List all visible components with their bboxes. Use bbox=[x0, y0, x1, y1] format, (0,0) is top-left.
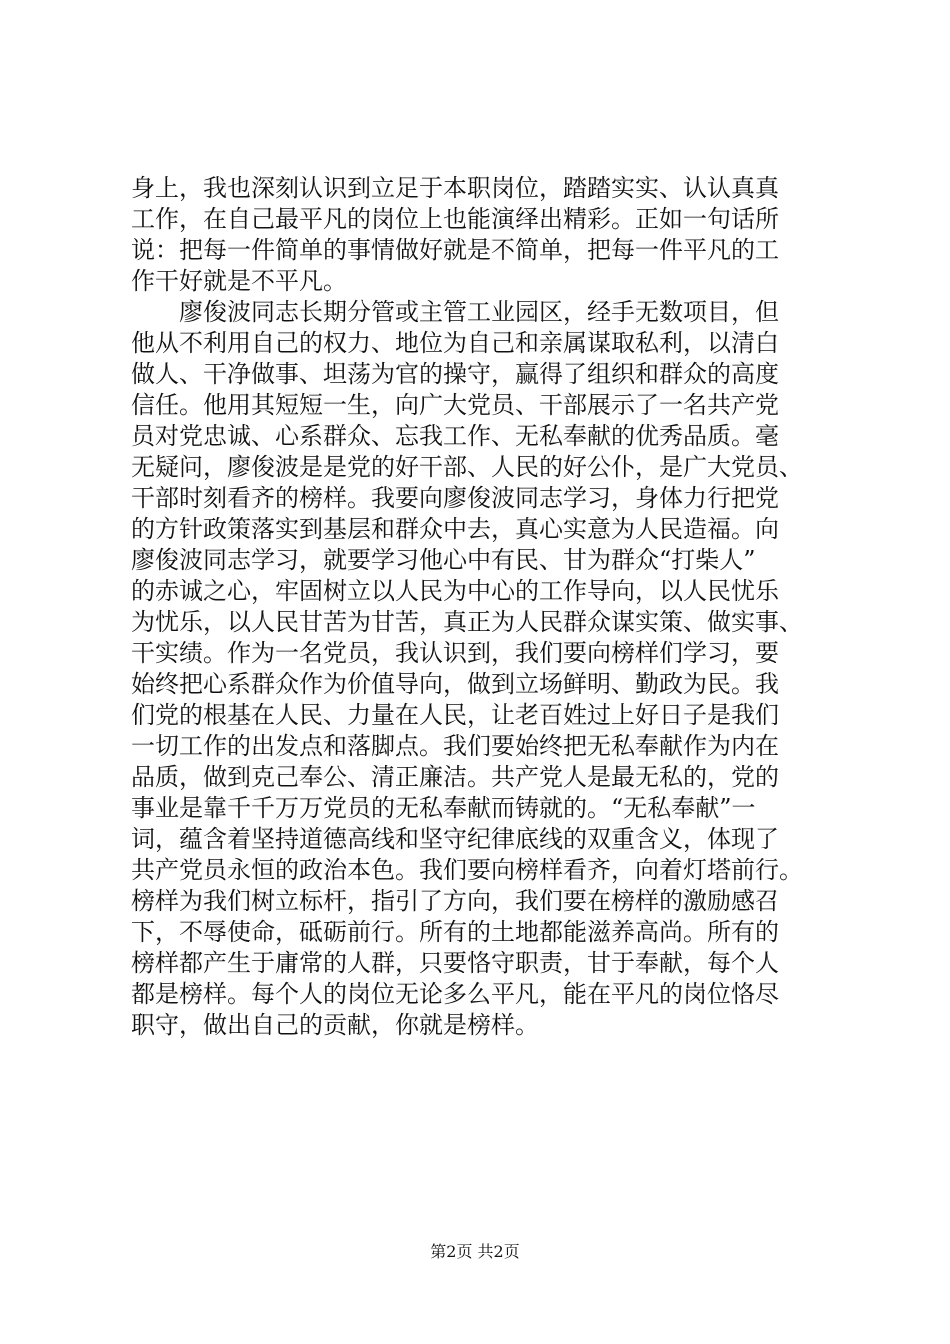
text-line: 一切工作的出发点和落脚点。我们要始终把无私奉献作为内在 bbox=[131, 732, 779, 760]
text-line: 他从不利用自己的权力、地位为自己和亲属谋取私利，以清白 bbox=[131, 329, 779, 357]
text-line: 无疑问，廖俊波是是党的好干部、人民的好公仆，是广大党员、 bbox=[131, 453, 803, 481]
text-line: 工作，在自己最平凡的岗位上也能演绎出精彩。正如一句话所 bbox=[131, 205, 779, 233]
text-line: 员对党忠诚、心系群众、忘我工作、无私奉献的优秀品质。毫 bbox=[131, 422, 779, 450]
text-line: 下，不辱使命，砥砺前行。所有的土地都能滋养高尚。所有的 bbox=[131, 918, 779, 946]
text-line: 职守，做出自己的贡献，你就是榜样。 bbox=[131, 1011, 539, 1039]
text-line: 作干好就是不平凡。 bbox=[131, 267, 347, 295]
body-text bbox=[131, 173, 831, 1041]
text-line: 始终把心系群众作为价值导向，做到立场鲜明、勤政为民。我 bbox=[131, 670, 779, 698]
text-line: 都是榜样。每个人的岗位无论多么平凡，能在平凡的岗位恪尽 bbox=[131, 980, 779, 1008]
text-line: 做人、干净做事、坦荡为官的操守，赢得了组织和群众的高度 bbox=[131, 360, 779, 388]
text-line: 共产党员永恒的政治本色。我们要向榜样看齐，向着灯塔前行。 bbox=[131, 856, 803, 884]
text-line: 的赤诚之心，牢固树立以人民为中心的工作导向，以人民忧乐 bbox=[131, 577, 779, 605]
text-line: 品质，做到克己奉公、清正廉洁。共产党人是最无私的，党的 bbox=[131, 763, 779, 791]
text-line: 说：把每一件简单的事情做好就是不简单，把每一件平凡的工 bbox=[131, 236, 779, 264]
page-footer: 第2页 共2页 bbox=[430, 1242, 520, 1261]
text-line: 榜样为我们树立标杆，指引了方向，我们要在榜样的激励感召 bbox=[131, 887, 779, 915]
text-line: 们党的根基在人民、力量在人民，让老百姓过上好日子是我们 bbox=[131, 701, 779, 729]
text-line: 词，蕴含着坚持道德高线和坚守纪律底线的双重含义，体现了 bbox=[131, 825, 779, 853]
text-line: 信任。他用其短短一生，向广大党员、干部展示了一名共产党 bbox=[131, 391, 779, 419]
text-line: 干部时刻看齐的榜样。我要向廖俊波同志学习，身体力行把党 bbox=[131, 484, 779, 512]
text-line: 榜样都产生于庸常的人群，只要恪守职责，甘于奉献，每个人 bbox=[131, 949, 779, 977]
text-line: 干实绩。作为一名党员，我认识到，我们要向榜样们学习，要 bbox=[131, 639, 779, 667]
text-line: 身上，我也深刻认识到立足于本职岗位，踏踏实实、认认真真 bbox=[131, 174, 779, 202]
text-line: 的方针政策落实到基层和群众中去，真心实意为人民造福。向 bbox=[131, 515, 779, 543]
text-line: 廖俊波同志学习，就要学习他心中有民、甘为群众“打柴人” bbox=[131, 546, 756, 574]
text-line: 事业是靠千千万万党员的无私奉献而铸就的。“无私奉献”一 bbox=[131, 794, 756, 822]
text-line: 为忧乐，以人民甘苦为甘苦，真正为人民群众谋实策、做实事、 bbox=[131, 608, 803, 636]
text-line: 廖俊波同志长期分管或主管工业园区，经手无数项目，但 bbox=[131, 298, 779, 326]
